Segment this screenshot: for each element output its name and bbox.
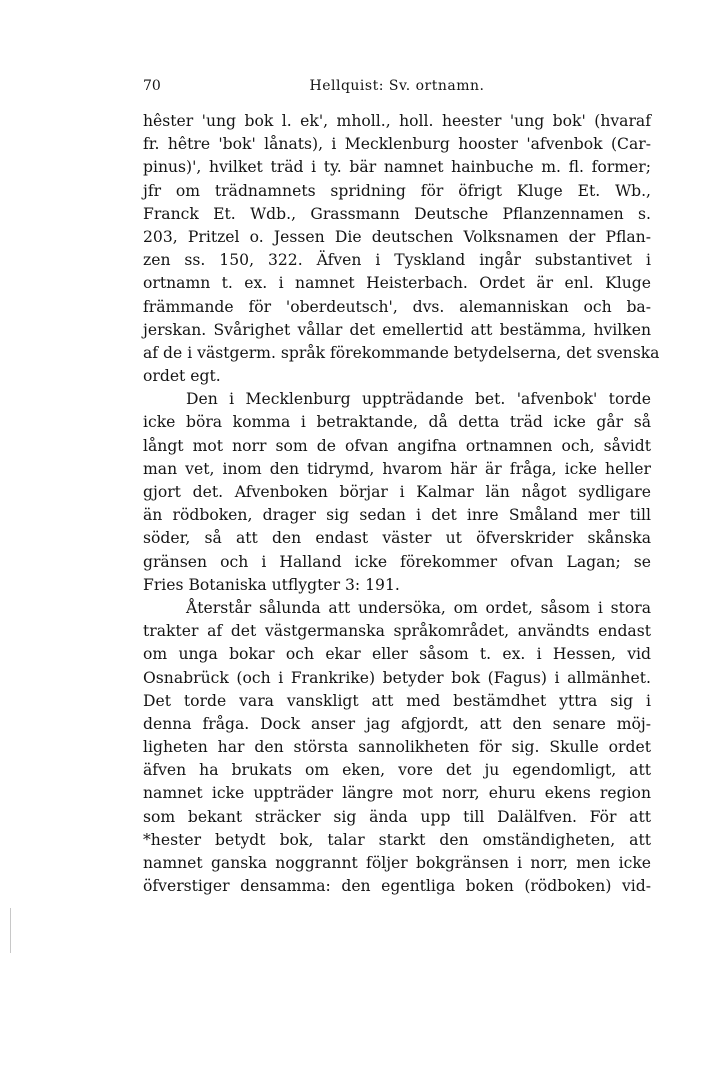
text-line: 203, Pritzel o. Jessen Die deutschen Volksnamen der Pflan- bbox=[143, 227, 651, 246]
text-line: äfven ha brukats om eken, vore det ju egendomligt, att bbox=[143, 761, 651, 780]
text-line: jerskan. Svårighet vållar det emellertid att bestämma, hvilken bbox=[143, 320, 651, 339]
text-line: zen ss. 150, 322. Äfven i Tyskland ingår substantivet i bbox=[143, 251, 651, 270]
text-line: fr. hêtre 'bok' lånats), i Mecklenburg hooster 'afvenbok (Car- bbox=[143, 135, 651, 154]
scan-gutter-mark bbox=[10, 908, 11, 953]
body-text bbox=[143, 110, 660, 898]
page-number: 70 bbox=[143, 78, 161, 94]
text-line: hêster 'ung bok l. ek', mholl., holl. heester 'ung bok' (hvaraf bbox=[143, 112, 651, 130]
text-line: ordet egt. bbox=[143, 367, 221, 386]
text-line: Det torde vara vanskligt att med bestämdhet yttra sig i bbox=[143, 691, 651, 710]
text-line: denna fråga. Dock anser jag afgjordt, att den senare möj- bbox=[143, 714, 651, 733]
text-line: gränsen och i Halland icke förekommer ofvan Lagan; se bbox=[143, 552, 651, 571]
text-line: jfr om trädnamnets spridning för öfrigt Kluge Et. Wb., bbox=[143, 181, 651, 200]
text-line: öfverstiger densamma: den egentliga boken (rödboken) vid- bbox=[143, 877, 651, 896]
text-line: af de i västgerm. språk förekommande betydelserna, det svenska bbox=[143, 343, 660, 362]
text-line: ligheten har den största sannolikheten för sig. Skulle ordet bbox=[143, 738, 651, 757]
text-line: namnet ganska noggrannt följer bokgränsen i norr, men icke bbox=[143, 854, 651, 872]
page-header bbox=[143, 78, 651, 100]
text-line: än rödboken, drager sig sedan i det inre Småland mer till bbox=[143, 506, 651, 525]
text-line: namnet icke uppträder längre mot norr, ehuru ekens region bbox=[143, 784, 651, 803]
text-line: Franck Et. Wdb., Grassmann Deutsche Pflanzennamen s. bbox=[143, 204, 651, 223]
text-line: gjort det. Afvenboken börjar i Kalmar län något sydligare bbox=[143, 483, 651, 501]
text-line: *hester betydt bok, talar starkt den omständigheten, att bbox=[143, 830, 651, 849]
text-line: Osnabrück (och i Frankrike) betyder bok (Fagus) i allmänhet. bbox=[143, 668, 651, 687]
text-line: pinus)', hvilket träd i ty. bär namnet hainbuche m. fl. former; bbox=[143, 158, 651, 177]
text-line: Återstår sålunda att undersöka, om ordet, såsom i stora bbox=[186, 598, 651, 617]
text-line: Fries Botaniska utflygter 3: 191. bbox=[143, 575, 400, 594]
text-line: långt mot norr som de ofvan angifna ortnamnen och, såvidt bbox=[143, 436, 651, 455]
text-line: man vet, inom den tidrymd, hvarom här är fråga, icke heller bbox=[143, 459, 651, 478]
text-line: icke böra komma i betraktande, då detta träd icke går så bbox=[143, 413, 651, 432]
text-line: om unga bokar och ekar eller såsom t. ex. i Hessen, vid bbox=[143, 645, 651, 664]
running-title: Hellquist: Sv. ortnamn. bbox=[309, 78, 485, 94]
text-line: som bekant sträcker sig ända upp till Dalälfven. För att bbox=[143, 807, 651, 826]
text-line: ortnamn t. ex. i namnet Heisterbach. Ordet är enl. Kluge bbox=[143, 274, 651, 293]
text-line: Den i Mecklenburg uppträdande bet. 'afvenbok' torde bbox=[186, 390, 651, 409]
text-line: trakter af det västgermanska språkområdet, användts endast bbox=[143, 622, 651, 641]
text-line: främmande för 'oberdeutsch', dvs. alemanniskan och ba- bbox=[143, 297, 651, 316]
text-line: söder, så att den endast väster ut öfverskrider skånska bbox=[143, 529, 651, 548]
